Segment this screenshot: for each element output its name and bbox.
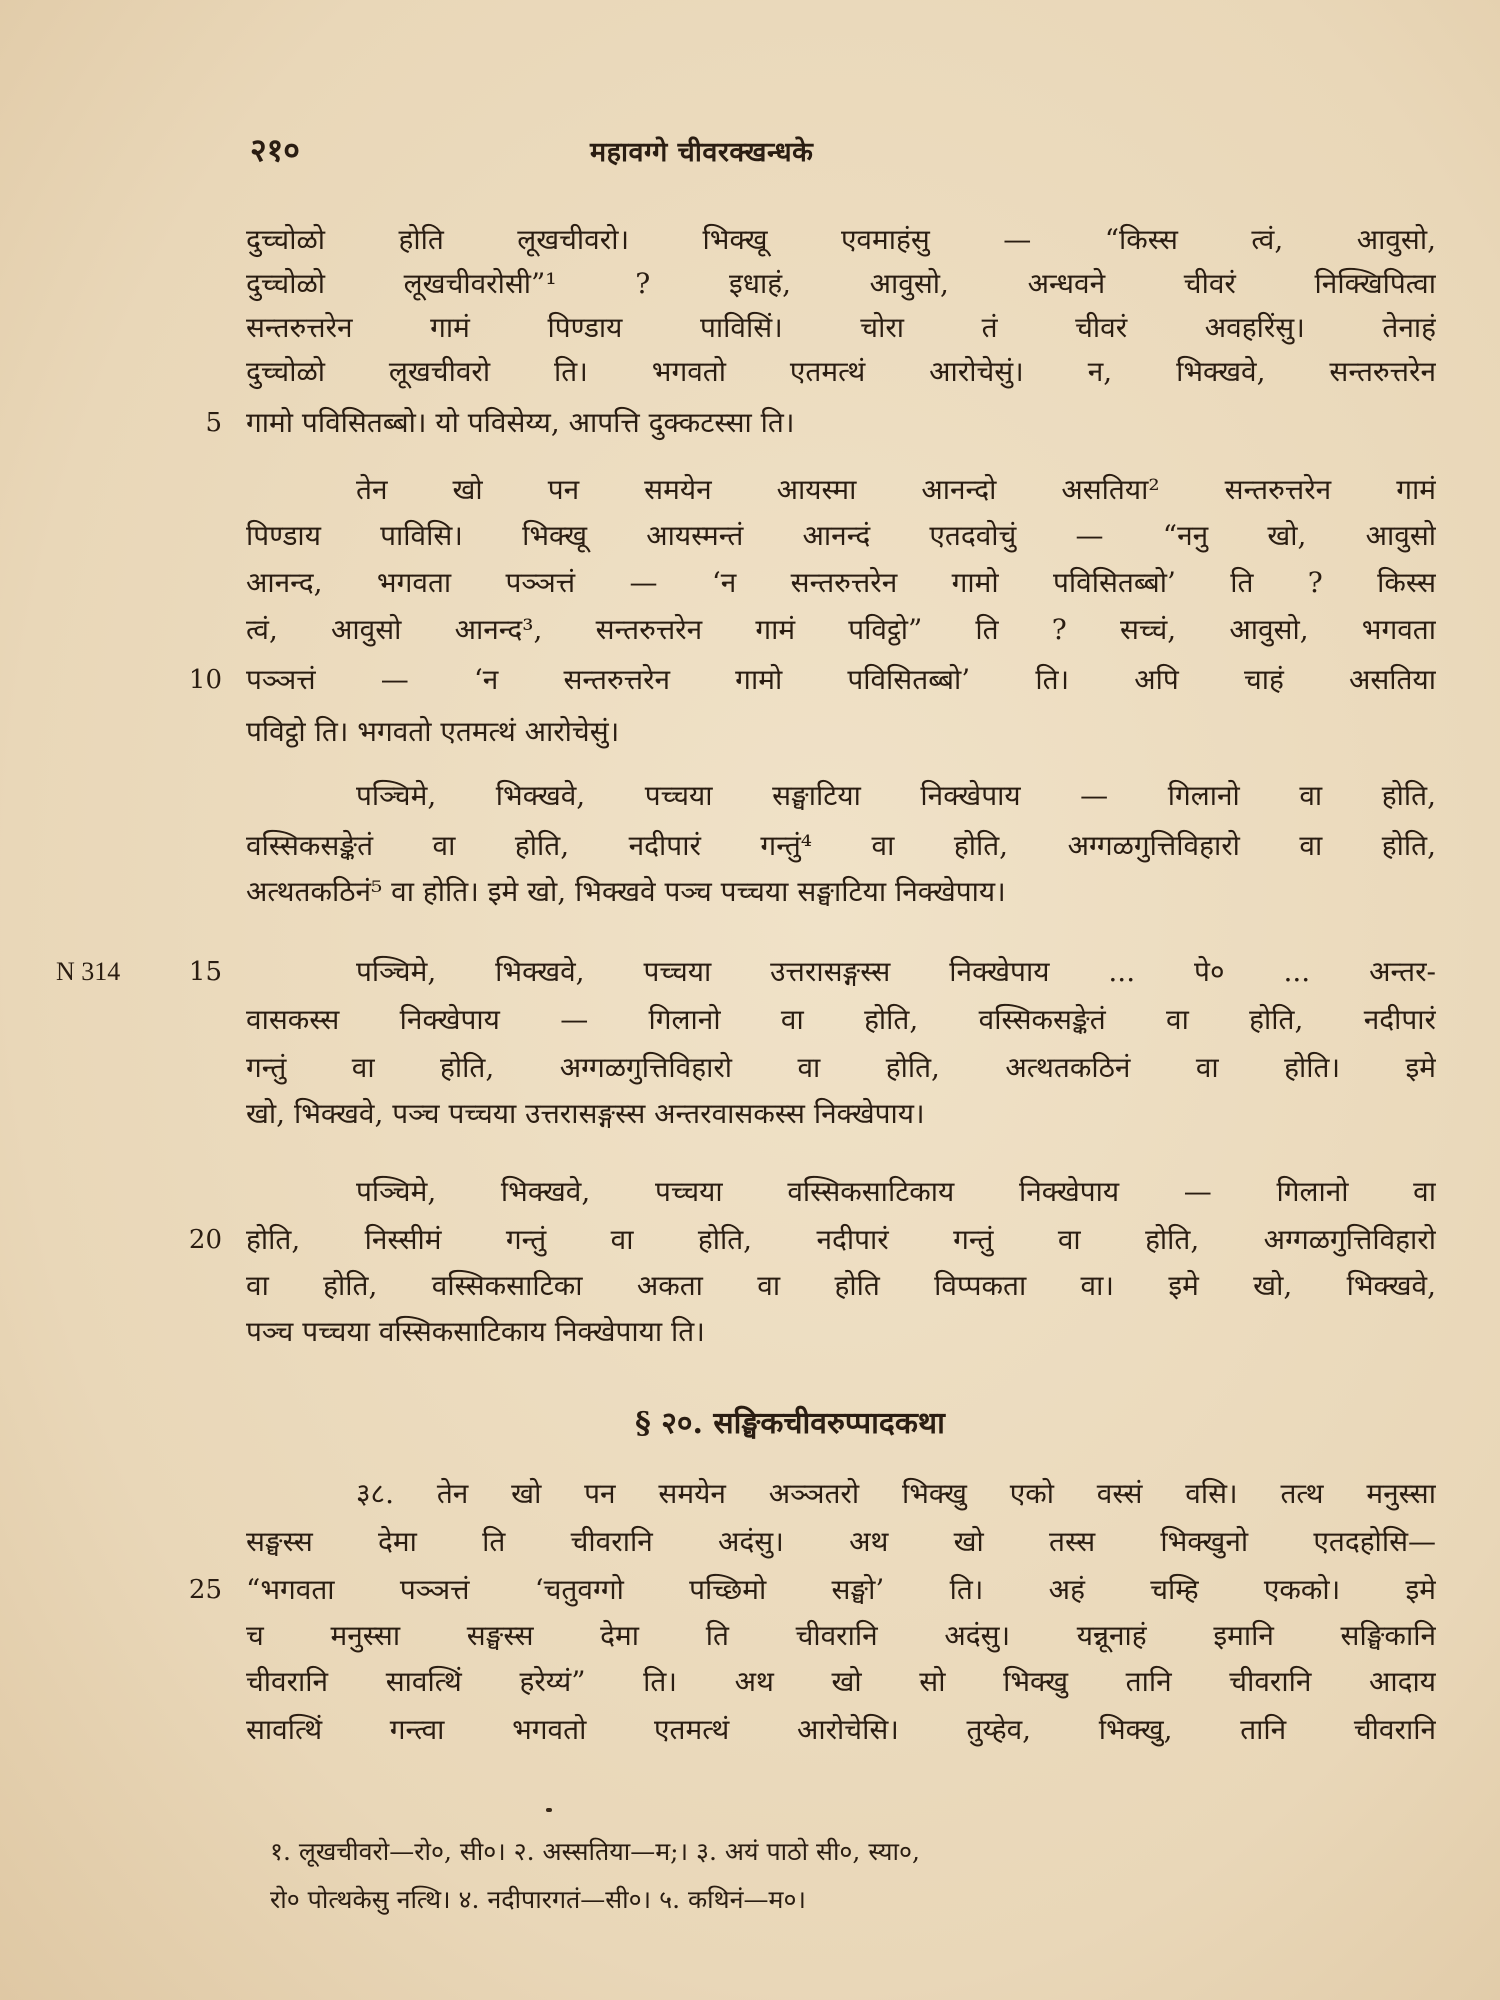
margin-reference: N 314 xyxy=(56,957,121,986)
text-line: पञ्च पच्चया वस्सिकसाटिकाय निक्खेपाया ति। xyxy=(246,1315,705,1348)
text-line: होति, निस्सीमं गन्तुं वा होति, नदीपारं गन्तुं वा होति, अग्गळगुत्तिविहारो xyxy=(246,1223,1436,1256)
text-line: त्वं, आवुसो आनन्द³, सन्तरुत्तरेन गामं पविट्ठो” ति ? सच्चं, आवुसो, भगवता xyxy=(246,613,1436,646)
text-line: आनन्द, भगवता पञ्ञत्तं — ‘न सन्तरुत्तरेन गामो पविसितब्बो’ ति ? किस्स xyxy=(246,566,1436,599)
text-line: खो, भिक्खवे, पञ्च पच्चया उत्तरासङ्गस्स अन्तरवासकस्स निक्खेपाय। xyxy=(246,1097,925,1130)
page-header xyxy=(0,128,1500,168)
text-line: गामो पविसितब्बो। यो पविसेय्य, आपत्ति दुक्कटस्सा ति। xyxy=(246,406,795,439)
text-line: दुच्चोळो लूखचीवरो ति। भगवतो एतमत्थं आरोचेसुं। न, भिक्खवे, सन्तरुत्तरेन xyxy=(246,355,1436,388)
text-line: तेन खो पन समयेन आयस्मा आनन्दो असतिया² सन्तरुत्तरेन गामं xyxy=(356,473,1436,506)
text-line: सन्तरुत्तरेन गामं पिण्डाय पाविसिं। चोरा तं चीवरं अवहरिंसु। तेनाहं xyxy=(246,311,1436,344)
footnote-line: रो० पोत्थकेसु नत्थि। ४. नदीपारगतं—सी०। ५. कथिनं—म०। xyxy=(270,1885,806,1914)
text-line: अत्थतकठिनं⁵ वा होति। इमे खो, भिक्खवे पञ्च पच्चया सङ्घाटिया निक्खेपाय। xyxy=(246,875,1006,908)
text-line: च मनुस्सा सङ्घस्स देमा ति चीवरानि अदंसु। यन्नूनाहं इमानि सङ्घिकानि xyxy=(246,1619,1436,1652)
footnote-line: १. लूखचीवरो—रो०, सी०। २. अस्सतिया—म;। ३. अयं पाठो सी०, स्या०, xyxy=(270,1837,920,1866)
text-line: दुच्चोळो होति लूखचीवरो। भिक्खू एवमाहंसु — “किस्स त्वं, आवुसो, xyxy=(246,223,1436,256)
text-line: दुच्चोळो लूखचीवरोसी”¹ ? इधाहं, आवुसो, अन्धवने चीवरं निक्खिपित्वा xyxy=(246,267,1436,300)
text-line: पञ्ञत्तं — ‘न सन्तरुत्तरेन गामो पविसितब्बो’ ति। अपि चाहं असतिया xyxy=(246,663,1436,696)
line-number: 10 xyxy=(188,665,222,695)
footnote-divider xyxy=(546,1808,552,1812)
text-line: “भगवता पञ्ञत्तं ‘चतुवग्गो पच्छिमो सङ्घो’ ति। अहं चम्हि एकको। इमे xyxy=(246,1573,1436,1606)
text-line: पञ्चिमे, भिक्खवे, पच्चया वस्सिकसाटिकाय निक्खेपाय — गिलानो वा xyxy=(356,1175,1436,1208)
text-line: पिण्डाय पाविसि। भिक्खू आयस्मन्तं आनन्दं एतदवोचुं — “ननु खो, आवुसो xyxy=(246,519,1436,552)
text-line: पविट्ठो ति। भगवतो एतमत्थं आरोचेसुं। xyxy=(246,715,620,748)
line-number: 15 xyxy=(188,957,222,987)
text-line: पञ्चिमे, भिक्खवे, पच्चया उत्तरासङ्गस्स निक्खेपाय ... पे० ... अन्तर- xyxy=(356,955,1436,988)
line-number: 20 xyxy=(188,1225,222,1255)
text-line: वा होति, वस्सिकसाटिका अकता वा होति विप्पकता वा। इमे खो, भिक्खवे, xyxy=(246,1269,1436,1302)
text-line: ३८. तेन खो पन समयेन अञ्ञतरो भिक्खु एको वस्सं वसि। तत्थ मनुस्सा xyxy=(356,1477,1436,1510)
text-line: वस्सिकसङ्केतं वा होति, नदीपारं गन्तुं⁴ वा होति, अग्गळगुत्तिविहारो वा होति, xyxy=(246,829,1436,862)
section-heading: § २०. सङ्घिकचीवरुप्पादकथा xyxy=(635,1406,945,1441)
text-line: पञ्चिमे, भिक्खवे, पच्चया सङ्घाटिया निक्खेपाय — गिलानो वा होति, xyxy=(356,779,1436,812)
text-line: चीवरानि सावत्थिं हरेय्यं” ति। अथ खो सो भिक्खु तानि चीवरानि आदाय xyxy=(246,1665,1436,1698)
text-line: वासकस्स निक्खेपाय — गिलानो वा होति, वस्सिकसङ्केतं वा होति, नदीपारं xyxy=(246,1003,1436,1036)
page-number: २१० xyxy=(250,131,300,169)
text-line: सङ्घस्स देमा ति चीवरानि अदंसु। अथ खो तस्स भिक्खुनो एतदहोसि— xyxy=(246,1525,1436,1558)
text-line: गन्तुं वा होति, अग्गळगुत्तिविहारो वा होति, अत्थतकठिनं वा होति। इमे xyxy=(246,1051,1436,1084)
running-title: महावग्गे चीवरक्खन्धके xyxy=(590,137,814,168)
line-number: 5 xyxy=(205,408,222,438)
line-number: 25 xyxy=(188,1575,222,1605)
text-line: सावत्थिं गन्त्वा भगवतो एतमत्थं आरोचेसि। तुय्हेव, भिक्खु, तानि चीवरानि xyxy=(246,1713,1436,1746)
